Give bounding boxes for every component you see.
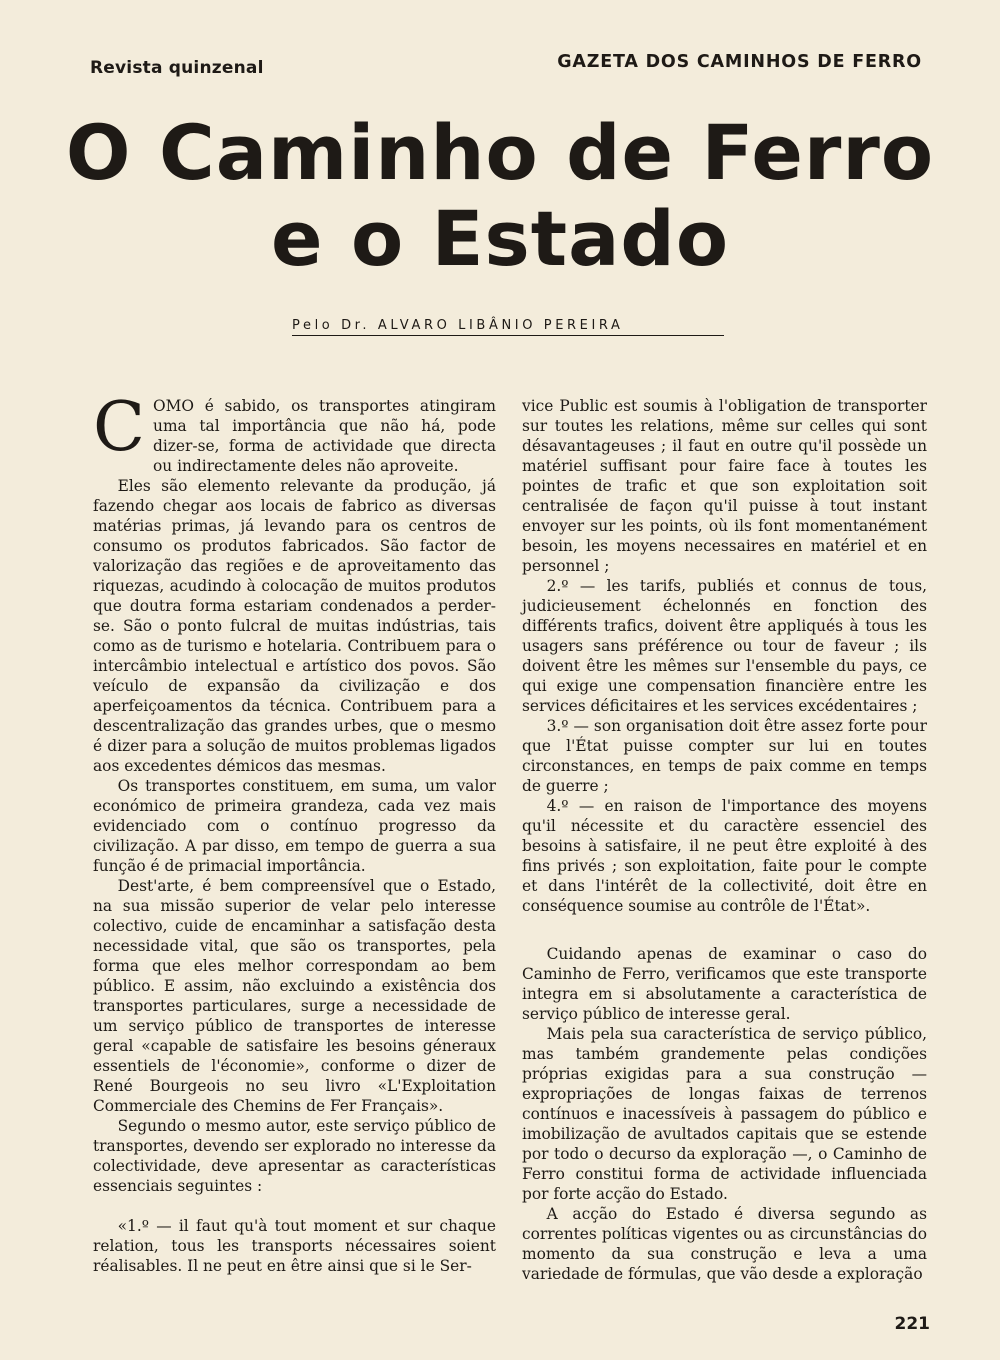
title-line-2: e o Estado — [270, 194, 730, 283]
paragraph — [93, 388, 496, 476]
text-column-right — [522, 396, 927, 1284]
paragraph: Dest'arte, é bem compreensível que o Estado, na sua missão superior de velar pelo interesse colectivo, cuide de encaminhar a satisfação desta necessidade vital, que são os transportes, pela forma que eles melhor correspondam ao bem público. E assim, não excluindo a existência dos transportes particulares, surge a necessidade de um serviço público de transportes de interesse geral «capable de satisfaire les besoins géneraux essentiels de l'économie», conforme o dizer de René Bourgeois no seu livro «L'Exploitation Commerciale des Chemins de Fer Français». — [93, 877, 496, 1115]
title-line-1: O Caminho de Ferro — [65, 108, 935, 197]
paragraph: vice Public est soumis à l'obligation de transporter sur toutes les relations, même sur celles qui sont désavantageuses ; il faut en outre qu'il possède un matériel suffisant pour faire face à toutes les pointes de trafic et que son exploitation soit centralisée de façon qu'il puisse à tout instant envoyer sur les points, où ils font momentanément besoin, les moyens necessaires en matériel et en personnel ; — [522, 397, 927, 575]
paragraph: Eles são elemento relevante da produção, já fazendo chegar aos locais de fabrico as diversas matérias primas, já levando para os centros de consumo os produtos fabricados. São factor de valorização das regiões e de aproveitamento das riquezas, acudindo à colocação de muitos produtos que doutra forma estariam condenados a perder-se. São o ponto fulcral de muitas indústrias, tais como as de turismo e hotelaria. Contribuem para o intercâmbio intelectual e artístico dos povos. São veículo de expansão da civilização e dos aperfeiçoamentos da técnica. Contribuem para a descentralização das grandes urbes, que o mesmo é dizer para a solução de muitos problemas ligados aos excedentes démicos das mesmas. — [93, 477, 496, 775]
paragraph: 4.º — en raison de l'importance des moyens qu'il nécessite et du caractère essenciel des besoins à satisfaire, il ne peut être exploité à des fins privés ; son exploitation, faite pour le compte et dans l'intérêt de la collectivité, doit être en conséquence soumise au contrôle de l'État». — [522, 797, 927, 915]
paragraph: 2.º — les tarifs, publiés et connus de tous, judicieusement échelonnés en fonction des différents trafics, doivent être appliqués à tous les usagers sans préférence ou tour de faveur ; ils doivent être les mêmes sur l'ensemble du pays, ce qui exige une compensation financière entre les services déficitaires et les services excédentaires ; — [522, 577, 927, 715]
paragraph: Os transportes constituem, em suma, um valor económico de primeira grandeza, cada vez mais evidenciado com o contínuo progresso da civilização. A par disso, em tempo de guerra a sua função é de primacial importância. — [93, 777, 496, 875]
paragraph: Segundo o mesmo autor, este serviço público de transportes, devendo ser explorado no interesse da colectividade, deve apresentar as características essenciais seguintes : — [93, 1117, 496, 1195]
paragraph-text: OMO é sabido, os transportes atingiram uma tal importância que não há, pode dizer-se, forma de actividade que directa ou indirectamente deles não aproveite. — [153, 397, 496, 475]
section-label: Revista quinzenal — [90, 58, 264, 78]
text-column-left — [93, 388, 496, 1276]
paragraph: «1.º — il faut qu'à tout moment et sur chaque relation, tous les transports nécessaires soient réalisables. Il ne peut en être ainsi que si le Ser- — [93, 1217, 496, 1275]
paragraph: Mais pela sua característica de serviço público, mas também grandemente pelas condições próprias exigidas para a sua construção — expropriações de longas faixas de terrenos contínuos e inacessíveis à passagem do público e imobilização de avultados capitais que se estende por todo o decurso da exploração —, o Caminho de Ferro constitui forma de actividade influenciada por forte acção do Estado. — [522, 1025, 927, 1203]
paragraph: A acção do Estado é diversa segundo as correntes políticas vigentes ou as circunstâncias do momento da sua construção e leva a uma variedade de fórmulas, que vão desde a exploração — [522, 1205, 927, 1283]
paragraph: 3.º — son organisation doit être assez forte pour que l'État puisse compter sur lui en toutes circonstances, en temps de paix comme en temps de guerre ; — [522, 717, 927, 795]
page-number: 221 — [894, 1314, 930, 1334]
paragraph: Cuidando apenas de examinar o caso do Caminho de Ferro, verificamos que este transporte integra em si absolutamente a característica de serviço público de interesse geral. — [522, 945, 927, 1023]
author-byline: Pelo Dr. ALVARO LIBÂNIO PEREIRA — [292, 318, 724, 336]
drop-cap: C — [93, 388, 146, 467]
article-title — [60, 110, 940, 282]
publication-name: GAZETA DOS CAMINHOS DE FERRO — [557, 52, 922, 72]
